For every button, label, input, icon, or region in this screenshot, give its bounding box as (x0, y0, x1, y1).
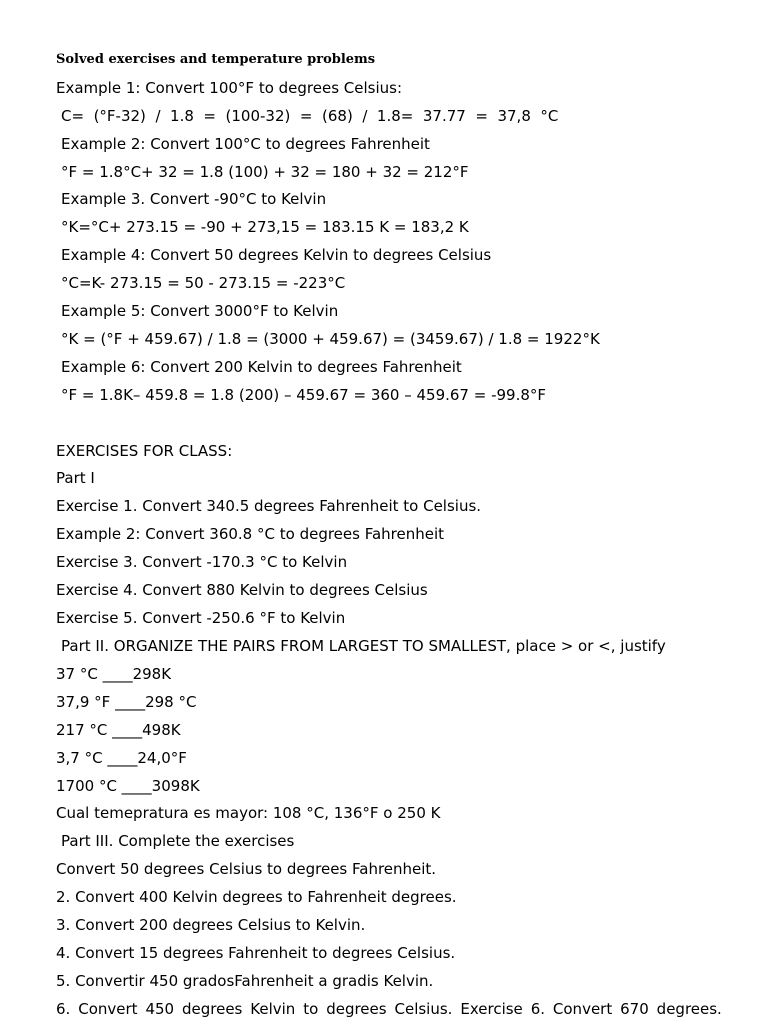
example-4-solution: °C=K- 273.15 = 50 - 273.15 = -223°C (61, 274, 346, 292)
example-5-heading: Example 5: Convert 3000°F to Kelvin (61, 302, 339, 320)
example-4-heading: Example 4: Convert 50 degrees Kelvin to degrees Celsius (61, 246, 492, 264)
example-6-heading: Example 6: Convert 200 Kelvin to degrees Fahrenheit (61, 358, 462, 376)
part-2-pair-2: 37,9 °F ____298 °C (56, 693, 197, 711)
word: 670 (620, 1000, 649, 1018)
example-6-solution: °F = 1.8K– 459.8 = 1.8 (200) – 459.67 = 360 – 459.67 = -99.8°F (61, 386, 547, 404)
word: Kelvin (250, 1000, 296, 1018)
part-3-exercise-6 (56, 1000, 722, 1018)
word: Convert (552, 1000, 613, 1018)
example-2-solution: °F = 1.8°C+ 32 = 1.8 (100) + 32 = 180 + 32 = 212°F (61, 163, 469, 181)
part-1-exercise-1: Exercise 1. Convert 340.5 degrees Fahrenheit to Celsius. (56, 497, 482, 515)
part-2-question: Cual temepratura es mayor: 108 °C, 136°F o 250 K (56, 804, 441, 822)
part-2-pair-3: 217 °C ____498K (56, 721, 181, 739)
part-3-exercise-2: 2. Convert 400 Kelvin degrees to Fahrenheit degrees. (56, 888, 457, 906)
part-2-pair-1: 37 °C ____298K (56, 665, 172, 683)
word: 450 (145, 1000, 175, 1018)
example-3-solution: °K=°C+ 273.15 = -90 + 273,15 = 183.15 K = 183,2 K (61, 218, 469, 236)
part-3-heading: Part III. Complete the exercises (61, 832, 295, 850)
word: Celsius. (394, 1000, 453, 1018)
part-2-pair-4: 3,7 °C ____24,0°F (56, 749, 187, 767)
word: degrees. (656, 1000, 722, 1018)
example-1-heading: Example 1: Convert 100°F to degrees Celsius: (56, 79, 403, 97)
document-title: Solved exercises and temperature problems (56, 52, 376, 67)
part-1-exercise-5: Exercise 5. Convert -250.6 °F to Kelvin (56, 609, 346, 627)
class-exercises-heading: EXERCISES FOR CLASS: (56, 442, 233, 460)
example-5-solution: °K = (°F + 459.67) / 1.8 = (3000 + 459.67) = (3459.67) / 1.8 = 1922°K (61, 330, 600, 348)
word: Convert (78, 1000, 138, 1018)
example-2-heading: Example 2: Convert 100°C to degrees Fahrenheit (61, 135, 430, 153)
part-2-pair-5: 1700 °C ____3098K (56, 777, 200, 795)
part-3-exercise-5: 5. Convertir 450 gradosFahrenheit a gradis Kelvin. (56, 972, 434, 990)
example-1-solution: C= (°F-32) / 1.8 = (100-32) = (68) / 1.8= 37.77 = 37,8 °C (61, 107, 559, 125)
word: 6. (56, 1000, 71, 1018)
word: to (303, 1000, 319, 1018)
word: degrees (326, 1000, 387, 1018)
part-3-exercise-3: 3. Convert 200 degrees Celsius to Kelvin. (56, 916, 366, 934)
part-2-heading: Part II. ORGANIZE THE PAIRS FROM LARGEST TO SMALLEST, place > or <, justify (61, 637, 666, 655)
part-3-exercise-1: Convert 50 degrees Celsius to degrees Fahrenheit. (56, 860, 437, 878)
word: Exercise (460, 1000, 523, 1018)
word: degrees (181, 1000, 243, 1018)
example-3-heading: Example 3. Convert -90°C to Kelvin (61, 190, 327, 208)
part-3-exercise-4: 4. Convert 15 degrees Fahrenheit to degrees Celsius. (56, 944, 456, 962)
part-1-exercise-2: Example 2: Convert 360.8 °C to degrees Fahrenheit (56, 525, 445, 543)
part-1-exercise-3: Exercise 3. Convert -170.3 °C to Kelvin (56, 553, 348, 571)
word: 6. (530, 1000, 545, 1018)
part-1-heading: Part I (56, 469, 95, 487)
part-1-exercise-4: Exercise 4. Convert 880 Kelvin to degrees Celsius (56, 581, 428, 599)
